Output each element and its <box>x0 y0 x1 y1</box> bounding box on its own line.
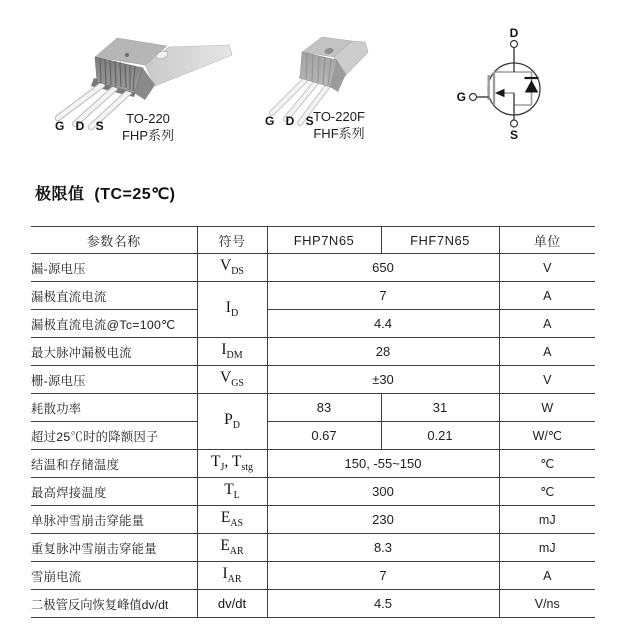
table-row <box>31 394 595 422</box>
to220f-series-name: FHF系列 <box>313 125 365 141</box>
value-cell: 31 <box>381 394 499 422</box>
source-label: S <box>509 128 519 142</box>
value-cell: ±30 <box>267 366 499 394</box>
maximum-ratings-table <box>31 226 595 618</box>
to220-series-name: FHP系列 <box>121 127 174 143</box>
table-row <box>31 310 595 338</box>
value-cell: 8.3 <box>267 534 499 562</box>
symbol-cell: $T_J$, $T_{stg}$ <box>197 450 267 478</box>
param-name-cell: 重复脉冲雪崩击穿能量 <box>31 534 197 562</box>
unit-cell: V <box>499 366 595 394</box>
value-cell: 0.21 <box>381 422 499 450</box>
table-row <box>31 534 595 562</box>
value-cell: 300 <box>267 478 499 506</box>
column-header-1: 符号 <box>197 227 267 254</box>
param-name-cell: 最大脉冲漏极电流 <box>31 338 197 366</box>
table-row <box>31 450 595 478</box>
unit-cell: ℃ <box>499 478 595 506</box>
unit-cell: V/ns <box>499 590 595 618</box>
unit-cell: A <box>499 562 595 590</box>
column-header-0: 参数名称 <box>31 227 197 254</box>
unit-cell: mJ <box>499 534 595 562</box>
table-row <box>31 422 595 450</box>
unit-cell: A <box>499 282 595 310</box>
table-row <box>31 366 595 394</box>
symbol-cell: $V_{GS}$ <box>197 366 267 394</box>
to220-pin-labels: G D S <box>55 119 105 133</box>
column-header-4: 单位 <box>499 227 595 254</box>
table-row <box>31 506 595 534</box>
value-cell: 7 <box>267 282 499 310</box>
value-cell: 230 <box>267 506 499 534</box>
mosfet-symbol-diagram <box>440 14 590 144</box>
value-cell: 4.4 <box>267 310 499 338</box>
unit-cell: W/℃ <box>499 422 595 450</box>
drain-label: D <box>509 26 519 40</box>
table-row <box>31 338 595 366</box>
body-diode-icon <box>525 78 539 93</box>
table-row <box>31 282 595 310</box>
symbol-cell: dv/dt <box>197 590 267 618</box>
column-header-2: FHP7N65 <box>267 227 381 254</box>
value-cell: 650 <box>267 254 499 282</box>
to220-package-name: TO-220 <box>126 111 170 126</box>
to220f-package-name: TO-220F <box>313 109 365 124</box>
param-name-cell: 栅-源电压 <box>31 366 197 394</box>
value-cell: 83 <box>267 394 381 422</box>
symbol-cell: $P_D$ <box>197 394 267 450</box>
param-name-cell: 结温和存储温度 <box>31 450 197 478</box>
to220f-pin-labels: G D S <box>265 114 315 128</box>
param-name-cell: 最高焊接温度 <box>31 478 197 506</box>
channel-arrow-icon <box>495 89 505 97</box>
param-name-cell: 雪崩电流 <box>31 562 197 590</box>
unit-cell: W <box>499 394 595 422</box>
param-name-cell: 耗散功率 <box>31 394 197 422</box>
param-name-cell: 漏-源电压 <box>31 254 197 282</box>
unit-cell: ℃ <box>499 450 595 478</box>
param-name-cell: 漏极直流电流@Tc=100℃ <box>31 310 197 338</box>
symbol-cell: $E_{AR}$ <box>197 534 267 562</box>
header-row <box>31 227 595 254</box>
to220f-caption <box>311 109 367 142</box>
unit-cell: V <box>499 254 595 282</box>
value-cell: 150, -55~150 <box>267 450 499 478</box>
symbol-cell: $I_D$ <box>197 282 267 338</box>
value-cell: 28 <box>267 338 499 366</box>
terminal-lines <box>477 48 515 121</box>
param-name-cell: 单脉冲雪崩击穿能量 <box>31 506 197 534</box>
value-cell: 7 <box>267 562 499 590</box>
unit-cell: A <box>499 310 595 338</box>
table-row <box>31 590 595 618</box>
symbol-cell: $E_{AS}$ <box>197 506 267 534</box>
to220-caption <box>117 111 179 144</box>
symbol-cell: $V_{DS}$ <box>197 254 267 282</box>
value-cell: 4.5 <box>267 590 499 618</box>
gate-label: G <box>456 90 466 104</box>
param-name-cell: 漏极直流电流 <box>31 282 197 310</box>
symbol-cell: $T_L$ <box>197 478 267 506</box>
table-row <box>31 478 595 506</box>
table-row <box>31 562 595 590</box>
table-body <box>31 254 595 618</box>
table-row <box>31 254 595 282</box>
unit-cell: A <box>499 338 595 366</box>
param-name-cell: 二极管反向恢复峰值dv/dt <box>31 590 197 618</box>
value-cell: 0.67 <box>267 422 381 450</box>
unit-cell: mJ <box>499 506 595 534</box>
column-header-3: FHF7N65 <box>381 227 499 254</box>
section-title: 极限值 (TC=25℃) <box>35 186 176 203</box>
param-name-cell: 超过25℃时的降额因子 <box>31 422 197 450</box>
symbol-cell: $I_{DM}$ <box>197 338 267 366</box>
body-pin-mark <box>125 53 129 57</box>
table-header <box>31 227 595 254</box>
symbol-cell: $I_{AR}$ <box>197 562 267 590</box>
